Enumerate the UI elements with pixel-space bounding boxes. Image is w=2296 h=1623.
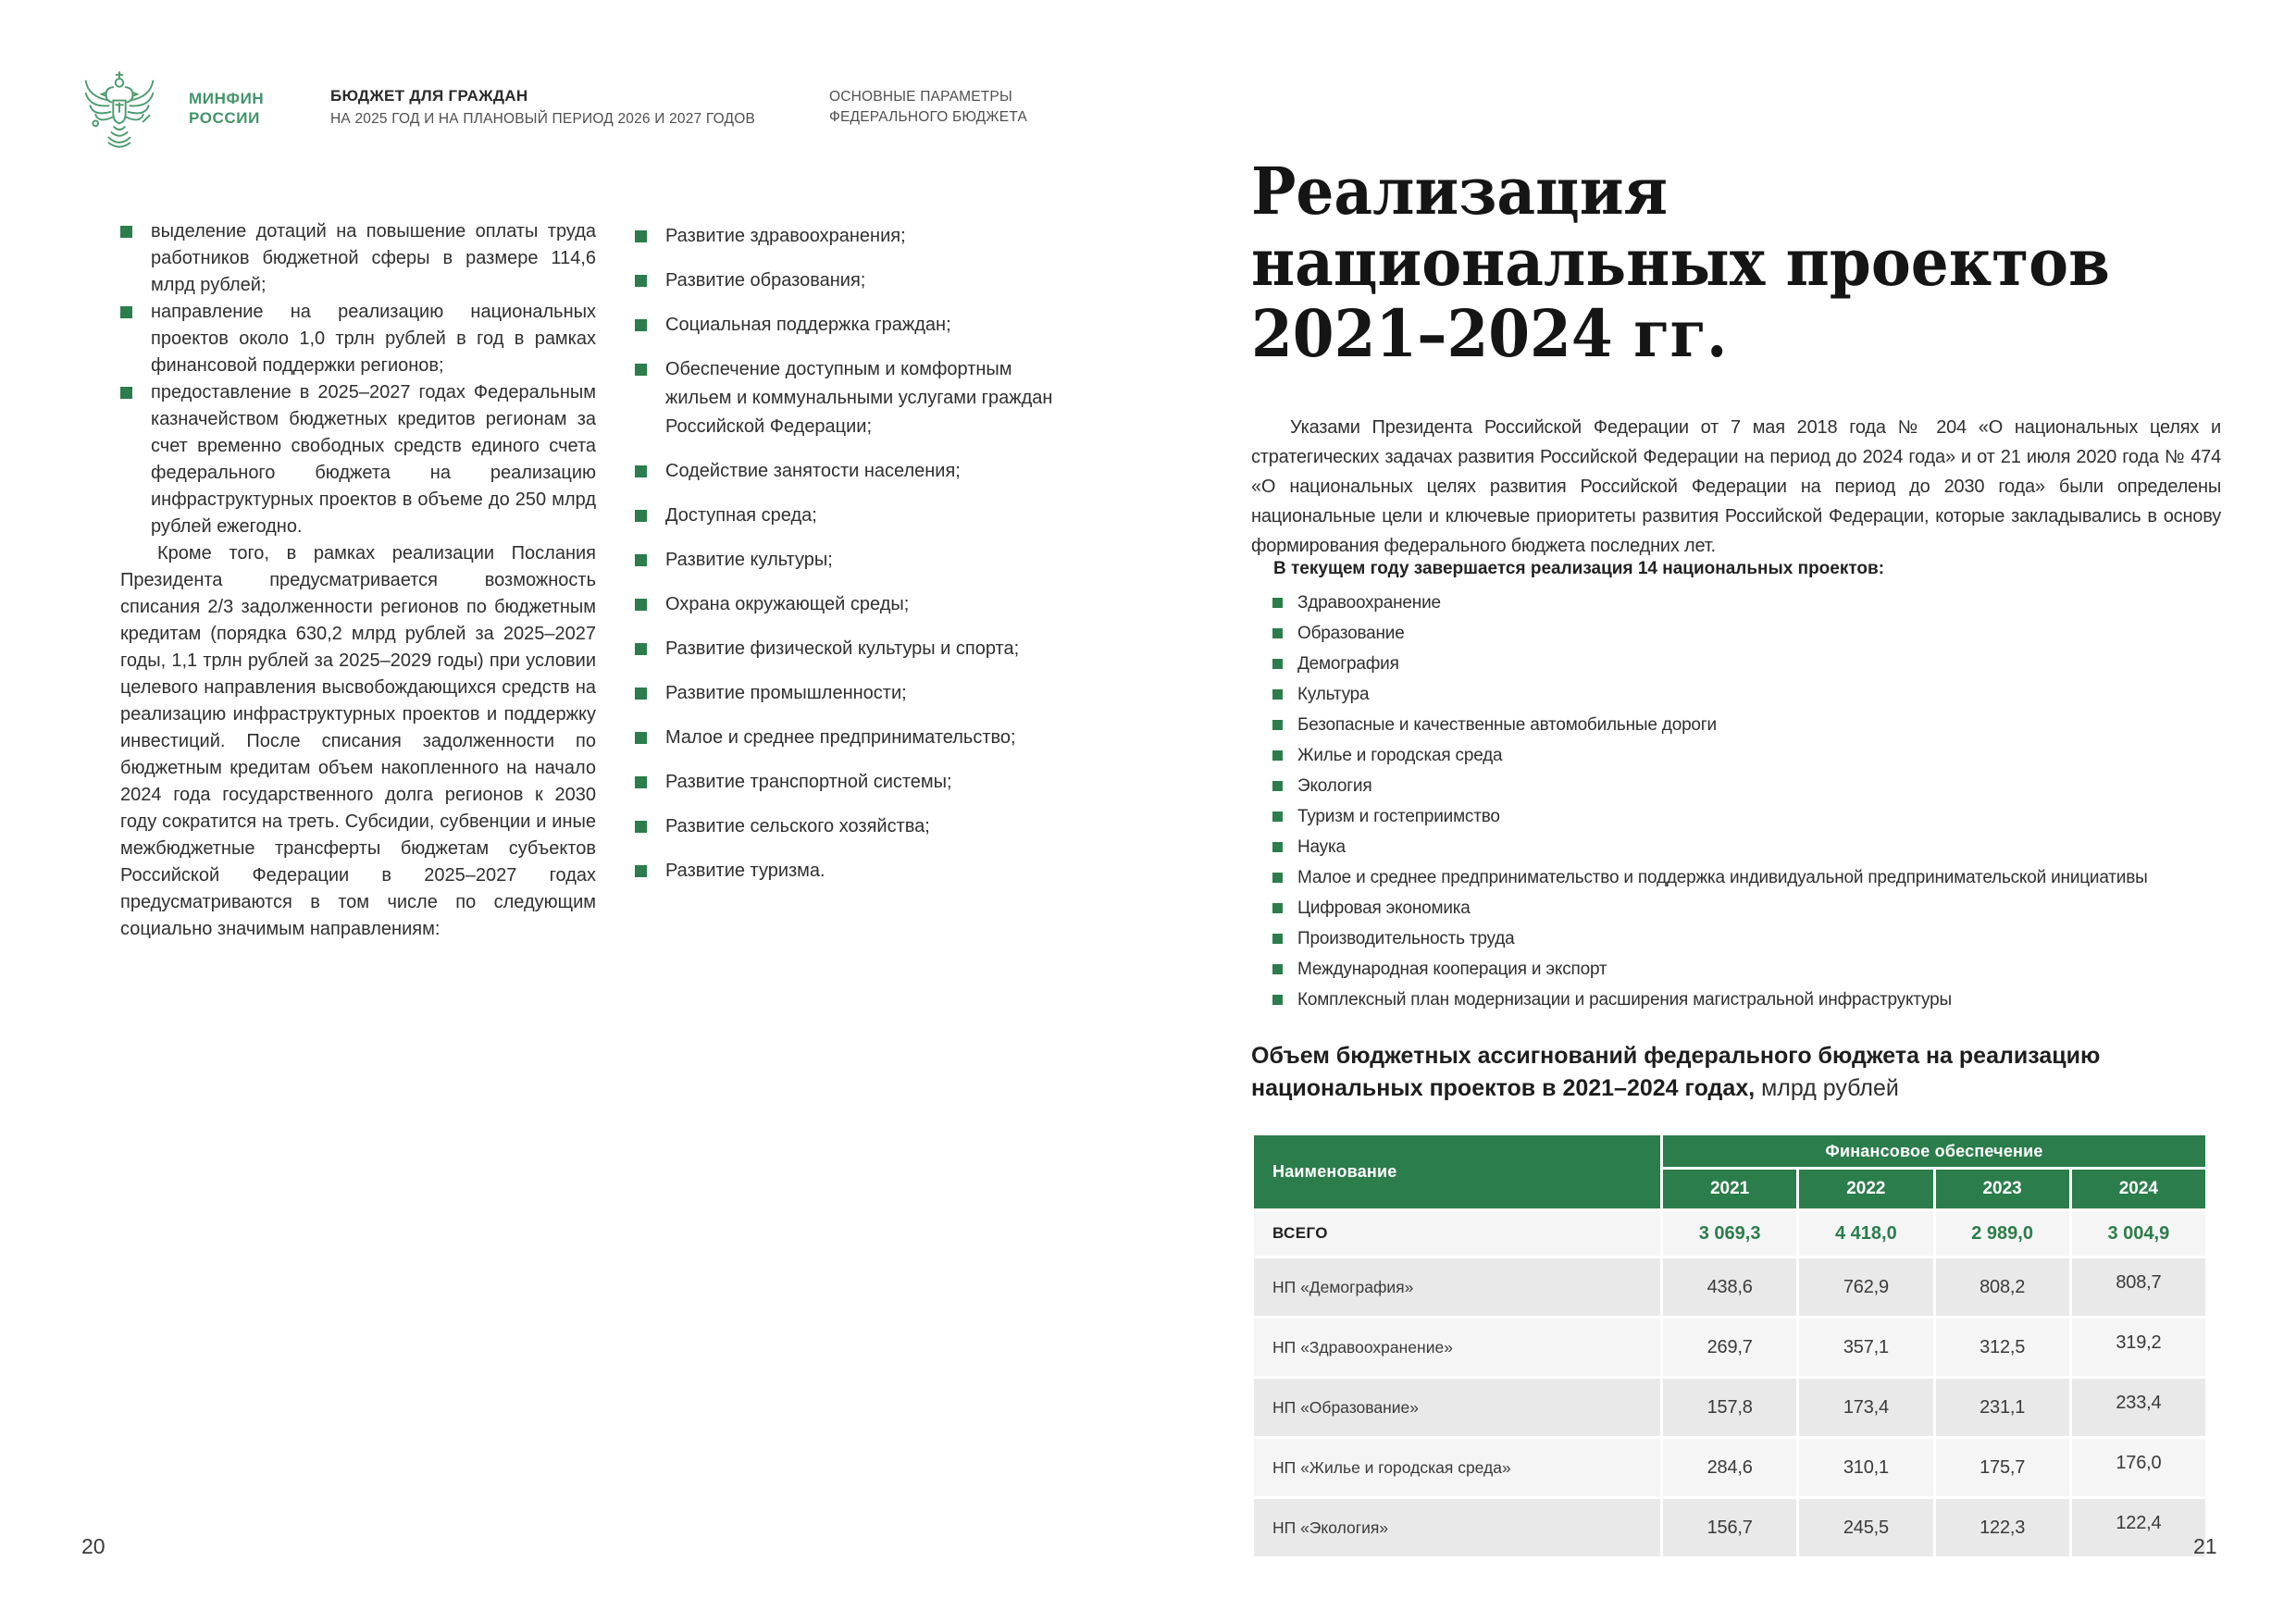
project-text: Малое и среднее предпринимательство и поддержка индивидуальной предпринимательской инициативы bbox=[1297, 868, 2148, 887]
direction-item bbox=[635, 590, 1083, 619]
cell-value: 762,9 bbox=[1799, 1258, 1932, 1316]
national-projects-list-block bbox=[1272, 593, 2212, 1021]
green-square-bullet-icon bbox=[1272, 750, 1283, 761]
column-header-year: 2021 bbox=[1663, 1170, 1796, 1208]
direction-text: Развитие транспортной системы; bbox=[665, 772, 952, 792]
direction-text: Развитие здравоохранения; bbox=[665, 226, 906, 246]
project-item bbox=[1272, 929, 2212, 948]
cell-value: 2 989,0 bbox=[1936, 1211, 2069, 1256]
green-square-bullet-icon bbox=[1272, 934, 1283, 944]
column-header-year: 2022 bbox=[1799, 1170, 1932, 1208]
page-title-line3: 2021–2024 гг. bbox=[1251, 295, 1728, 372]
direction-item bbox=[635, 857, 1083, 886]
direction-text: Доступная среда; bbox=[665, 505, 817, 526]
national-projects-list bbox=[1272, 593, 2212, 1010]
intro-paragraph: Указами Президента Российской Федерации от 7 мая 2018 года № 204 «О национальных целях и стратегических задачах развития Российской Федерации на период до 2024 года» и от 21 июля 2020 года № 474 «О национальных целях развития Российской Федерации на период до 2030 года» были определены национальные цели и ключевые приоритеты развития Российской Федерации, которые закладывались в основу формирования федерального бюджета последних лет. bbox=[1251, 417, 2221, 556]
green-square-bullet-icon bbox=[635, 821, 647, 833]
cell-value: 175,7 bbox=[1936, 1439, 2069, 1496]
cell-value: 319,2 bbox=[2072, 1319, 2205, 1376]
cell-value: 233,4 bbox=[2072, 1379, 2205, 1436]
green-square-bullet-icon bbox=[1272, 995, 1283, 1005]
bullet-item bbox=[120, 379, 596, 540]
project-text: Демография bbox=[1297, 654, 1399, 674]
table-row-total bbox=[1254, 1211, 2205, 1256]
project-item bbox=[1272, 898, 2212, 918]
green-square-bullet-icon bbox=[1272, 781, 1283, 791]
cell-value: 122,3 bbox=[1936, 1499, 2069, 1556]
project-item bbox=[1272, 776, 2212, 796]
direction-item bbox=[635, 546, 1083, 575]
cell-value: 4 418,0 bbox=[1799, 1211, 1932, 1256]
cell-value: 245,5 bbox=[1799, 1499, 1932, 1556]
page-title bbox=[1251, 153, 2243, 372]
section-title-line1: ОСНОВНЫЕ ПАРАМЕТРЫ bbox=[829, 89, 1012, 105]
green-square-bullet-icon bbox=[635, 776, 647, 788]
green-square-bullet-icon bbox=[635, 554, 647, 566]
green-square-bullet-icon bbox=[1272, 628, 1283, 638]
cell-value: 808,7 bbox=[2072, 1258, 2205, 1316]
row-label: НП «Образование» bbox=[1254, 1379, 1660, 1436]
section-header-block bbox=[829, 87, 1027, 128]
cell-value: 231,1 bbox=[1936, 1379, 2069, 1436]
ministry-name bbox=[189, 89, 264, 128]
column-group-header: Финансовое обеспечение bbox=[1663, 1135, 2205, 1167]
direction-item bbox=[635, 355, 1083, 441]
green-square-bullet-icon bbox=[635, 688, 647, 700]
direction-item bbox=[635, 457, 1083, 486]
table-title-bold: Объем бюджетных ассигнований федерального бюджета на реализацию национальных проектов в 2021–2024 годах, bbox=[1251, 1043, 2101, 1101]
project-item bbox=[1272, 654, 2212, 674]
row-label: ВСЕГО bbox=[1254, 1211, 1660, 1256]
bullet-text: предоставление в 2025–2027 годах Федеральным казначейством бюджетных кредитов регионам за счет временно свободных средств единого счета федерального бюджета на реализацию инфраструктурных проектов в объеме до 250 млрд рублей ежегодно. bbox=[151, 382, 596, 537]
green-square-bullet-icon bbox=[1272, 598, 1283, 608]
cell-value: 438,6 bbox=[1663, 1258, 1796, 1316]
project-item bbox=[1272, 593, 2212, 613]
project-item bbox=[1272, 624, 2212, 643]
document-header-block bbox=[330, 87, 755, 128]
green-square-bullet-icon bbox=[635, 732, 647, 744]
project-text: Культура bbox=[1297, 685, 1370, 704]
green-square-bullet-icon bbox=[635, 364, 647, 376]
green-square-bullet-icon bbox=[1272, 842, 1283, 852]
green-square-bullet-icon bbox=[635, 599, 647, 611]
direction-item bbox=[635, 679, 1083, 708]
project-item bbox=[1272, 807, 2212, 826]
project-item bbox=[1272, 837, 2212, 857]
table-row bbox=[1254, 1258, 2205, 1316]
column-header-year: 2023 bbox=[1936, 1170, 2069, 1208]
projects-list-intro: В текущем году завершается реализация 14 национальных проектов: bbox=[1273, 559, 1885, 578]
direction-text: Развитие образования; bbox=[665, 270, 866, 291]
direction-text: Развитие сельского хозяйства; bbox=[665, 816, 930, 836]
project-text: Наука bbox=[1297, 837, 1346, 857]
green-square-bullet-icon bbox=[635, 865, 647, 877]
direction-item bbox=[635, 724, 1083, 752]
direction-item bbox=[635, 768, 1083, 797]
section-title-line2: ФЕДЕРАЛЬНОГО БЮДЖЕТА bbox=[829, 109, 1028, 125]
column-header-year: 2024 bbox=[2072, 1170, 2205, 1208]
ministry-name-line2: РОССИИ bbox=[189, 109, 260, 127]
table-row bbox=[1254, 1379, 2205, 1436]
table-header-row-1 bbox=[1254, 1135, 2205, 1167]
direction-text: Развитие промышленности; bbox=[665, 683, 907, 703]
row-label: НП «Жилье и городская среда» bbox=[1254, 1439, 1660, 1496]
project-item bbox=[1272, 685, 2212, 704]
cell-value: 156,7 bbox=[1663, 1499, 1796, 1556]
cell-value: 808,2 bbox=[1936, 1258, 2069, 1316]
green-square-bullet-icon bbox=[1272, 873, 1283, 883]
table-title bbox=[1251, 1040, 2234, 1105]
green-square-bullet-icon bbox=[635, 275, 647, 287]
cell-value: 310,1 bbox=[1799, 1439, 1932, 1496]
double-headed-eagle-icon bbox=[80, 68, 159, 154]
project-item bbox=[1272, 990, 2212, 1010]
bullet-text: направление на реализацию национальных проектов около 1,0 трлн рублей в год в рамках финансовой поддержки регионов; bbox=[151, 302, 596, 376]
cell-value: 3 004,9 bbox=[2072, 1211, 2205, 1256]
row-label: НП «Экология» bbox=[1254, 1499, 1660, 1556]
document-subtitle: НА 2025 ГОД И НА ПЛАНОВЫЙ ПЕРИОД 2026 И 2027 ГОДОВ bbox=[330, 111, 755, 127]
project-text: Безопасные и качественные автомобильные дороги bbox=[1297, 715, 1717, 735]
project-text: Экология bbox=[1297, 776, 1372, 796]
direction-item bbox=[635, 311, 1083, 340]
left-page-column-1 bbox=[120, 218, 596, 943]
direction-item bbox=[635, 502, 1083, 530]
green-square-bullet-icon bbox=[635, 230, 647, 242]
ministry-name-line1: МИНФИН bbox=[189, 90, 265, 107]
table-row bbox=[1254, 1319, 2205, 1376]
project-item bbox=[1272, 715, 2212, 735]
direction-text: Развитие туризма. bbox=[665, 861, 825, 881]
direction-text: Малое и среднее предпринимательство; bbox=[665, 727, 1016, 748]
green-square-bullet-icon bbox=[120, 226, 132, 238]
direction-item bbox=[635, 266, 1083, 295]
project-item bbox=[1272, 868, 2212, 887]
direction-text: Развитие физической культуры и спорта; bbox=[665, 638, 1020, 659]
direction-text: Охрана окружающей среды; bbox=[665, 594, 910, 614]
cell-value: 3 069,3 bbox=[1663, 1211, 1796, 1256]
project-text: Жилье и городская среда bbox=[1297, 746, 1503, 765]
direction-text: Социальная поддержка граждан; bbox=[665, 315, 951, 335]
project-text: Цифровая экономика bbox=[1297, 898, 1471, 918]
green-square-bullet-icon bbox=[1272, 964, 1283, 974]
cell-value: 157,8 bbox=[1663, 1379, 1796, 1436]
budget-measures-list bbox=[120, 218, 596, 540]
document-title: БЮДЖЕТ ДЛЯ ГРАЖДАН bbox=[330, 87, 528, 105]
green-square-bullet-icon bbox=[120, 387, 132, 399]
left-page-paragraph: Кроме того, в рамках реализации Послания Президента предусматривается возможность списания 2/3 задолженности регионов по бюджетным кредитам (порядка 630,2 млрд рублей за 2025–2027 годы, 1,1 трлн рублей за 2025–2029 годы) при условии целевого направления высвобождающихся средств на реализацию инфраструктурных проектов и поддержку инвестиций. После списания задолженности по бюджетным кредитам объем накопленного на начало 2024 года государственного долга регионов к 2030 году сократится на треть. Субсидии, субвенции и иные межбюджетные трансферты бюджетам субъектов Российской Федерации в 2025–2027 годах предусматриваются в том числе по следующим социально значимым направлениям: bbox=[120, 543, 596, 939]
cell-value: 284,6 bbox=[1663, 1439, 1796, 1496]
project-text: Здравоохранение bbox=[1297, 593, 1441, 613]
direction-item bbox=[635, 812, 1083, 841]
green-square-bullet-icon bbox=[635, 643, 647, 655]
social-directions-list bbox=[635, 222, 1083, 886]
direction-item bbox=[635, 222, 1083, 251]
green-square-bullet-icon bbox=[1272, 720, 1283, 730]
project-text: Образование bbox=[1297, 624, 1405, 643]
left-page-column-2 bbox=[635, 222, 1083, 901]
direction-text: Обеспечение доступным и комфортным жильем и коммунальными услугами граждан Российской Федерации; bbox=[665, 359, 1053, 437]
table-row bbox=[1254, 1439, 2205, 1496]
minfin-emblem-icon bbox=[80, 68, 159, 158]
bullet-item bbox=[120, 218, 596, 299]
page-number-left: 20 bbox=[81, 1534, 105, 1558]
cell-value: 312,5 bbox=[1936, 1319, 2069, 1376]
project-text: Производительность труда bbox=[1297, 929, 1515, 948]
direction-text: Развитие культуры; bbox=[665, 550, 833, 570]
project-text: Туризм и гостеприимство bbox=[1297, 807, 1500, 826]
cell-value: 357,1 bbox=[1799, 1319, 1932, 1376]
national-projects-budget-table bbox=[1251, 1133, 2208, 1559]
bullet-item bbox=[120, 299, 596, 379]
green-square-bullet-icon bbox=[635, 510, 647, 522]
project-text: Комплексный план модернизации и расширения магистральной инфраструктуры bbox=[1297, 990, 1952, 1010]
cell-value: 269,7 bbox=[1663, 1319, 1796, 1376]
green-square-bullet-icon bbox=[1272, 903, 1283, 913]
direction-text: Содействие занятости населения; bbox=[665, 461, 961, 481]
cell-value: 122,4 bbox=[2072, 1499, 2205, 1556]
project-item bbox=[1272, 746, 2212, 765]
green-square-bullet-icon bbox=[1272, 812, 1283, 822]
page-number-right: 21 bbox=[2193, 1534, 2217, 1558]
bullet-text: выделение дотаций на повышение оплаты труда работников бюджетной сферы в размере 114,6 млрд рублей; bbox=[151, 221, 596, 295]
row-label: НП «Здравоохранение» bbox=[1254, 1319, 1660, 1376]
green-square-bullet-icon bbox=[1272, 659, 1283, 669]
project-text: Международная кооперация и экспорт bbox=[1297, 960, 1607, 979]
green-square-bullet-icon bbox=[120, 306, 132, 318]
table-title-unit: млрд рублей bbox=[1755, 1075, 1899, 1101]
row-label: НП «Демография» bbox=[1254, 1258, 1660, 1316]
table-row bbox=[1254, 1499, 2205, 1556]
cell-value: 173,4 bbox=[1799, 1379, 1932, 1436]
page-title-line2: национальных проектов bbox=[1251, 224, 2110, 301]
column-header-name: Наименование bbox=[1254, 1135, 1660, 1208]
project-item bbox=[1272, 960, 2212, 979]
green-square-bullet-icon bbox=[635, 465, 647, 477]
green-square-bullet-icon bbox=[635, 319, 647, 331]
page-title-line1: Реализация bbox=[1251, 153, 1669, 229]
direction-item bbox=[635, 635, 1083, 663]
cell-value: 176,0 bbox=[2072, 1439, 2205, 1496]
green-square-bullet-icon bbox=[1272, 689, 1283, 700]
